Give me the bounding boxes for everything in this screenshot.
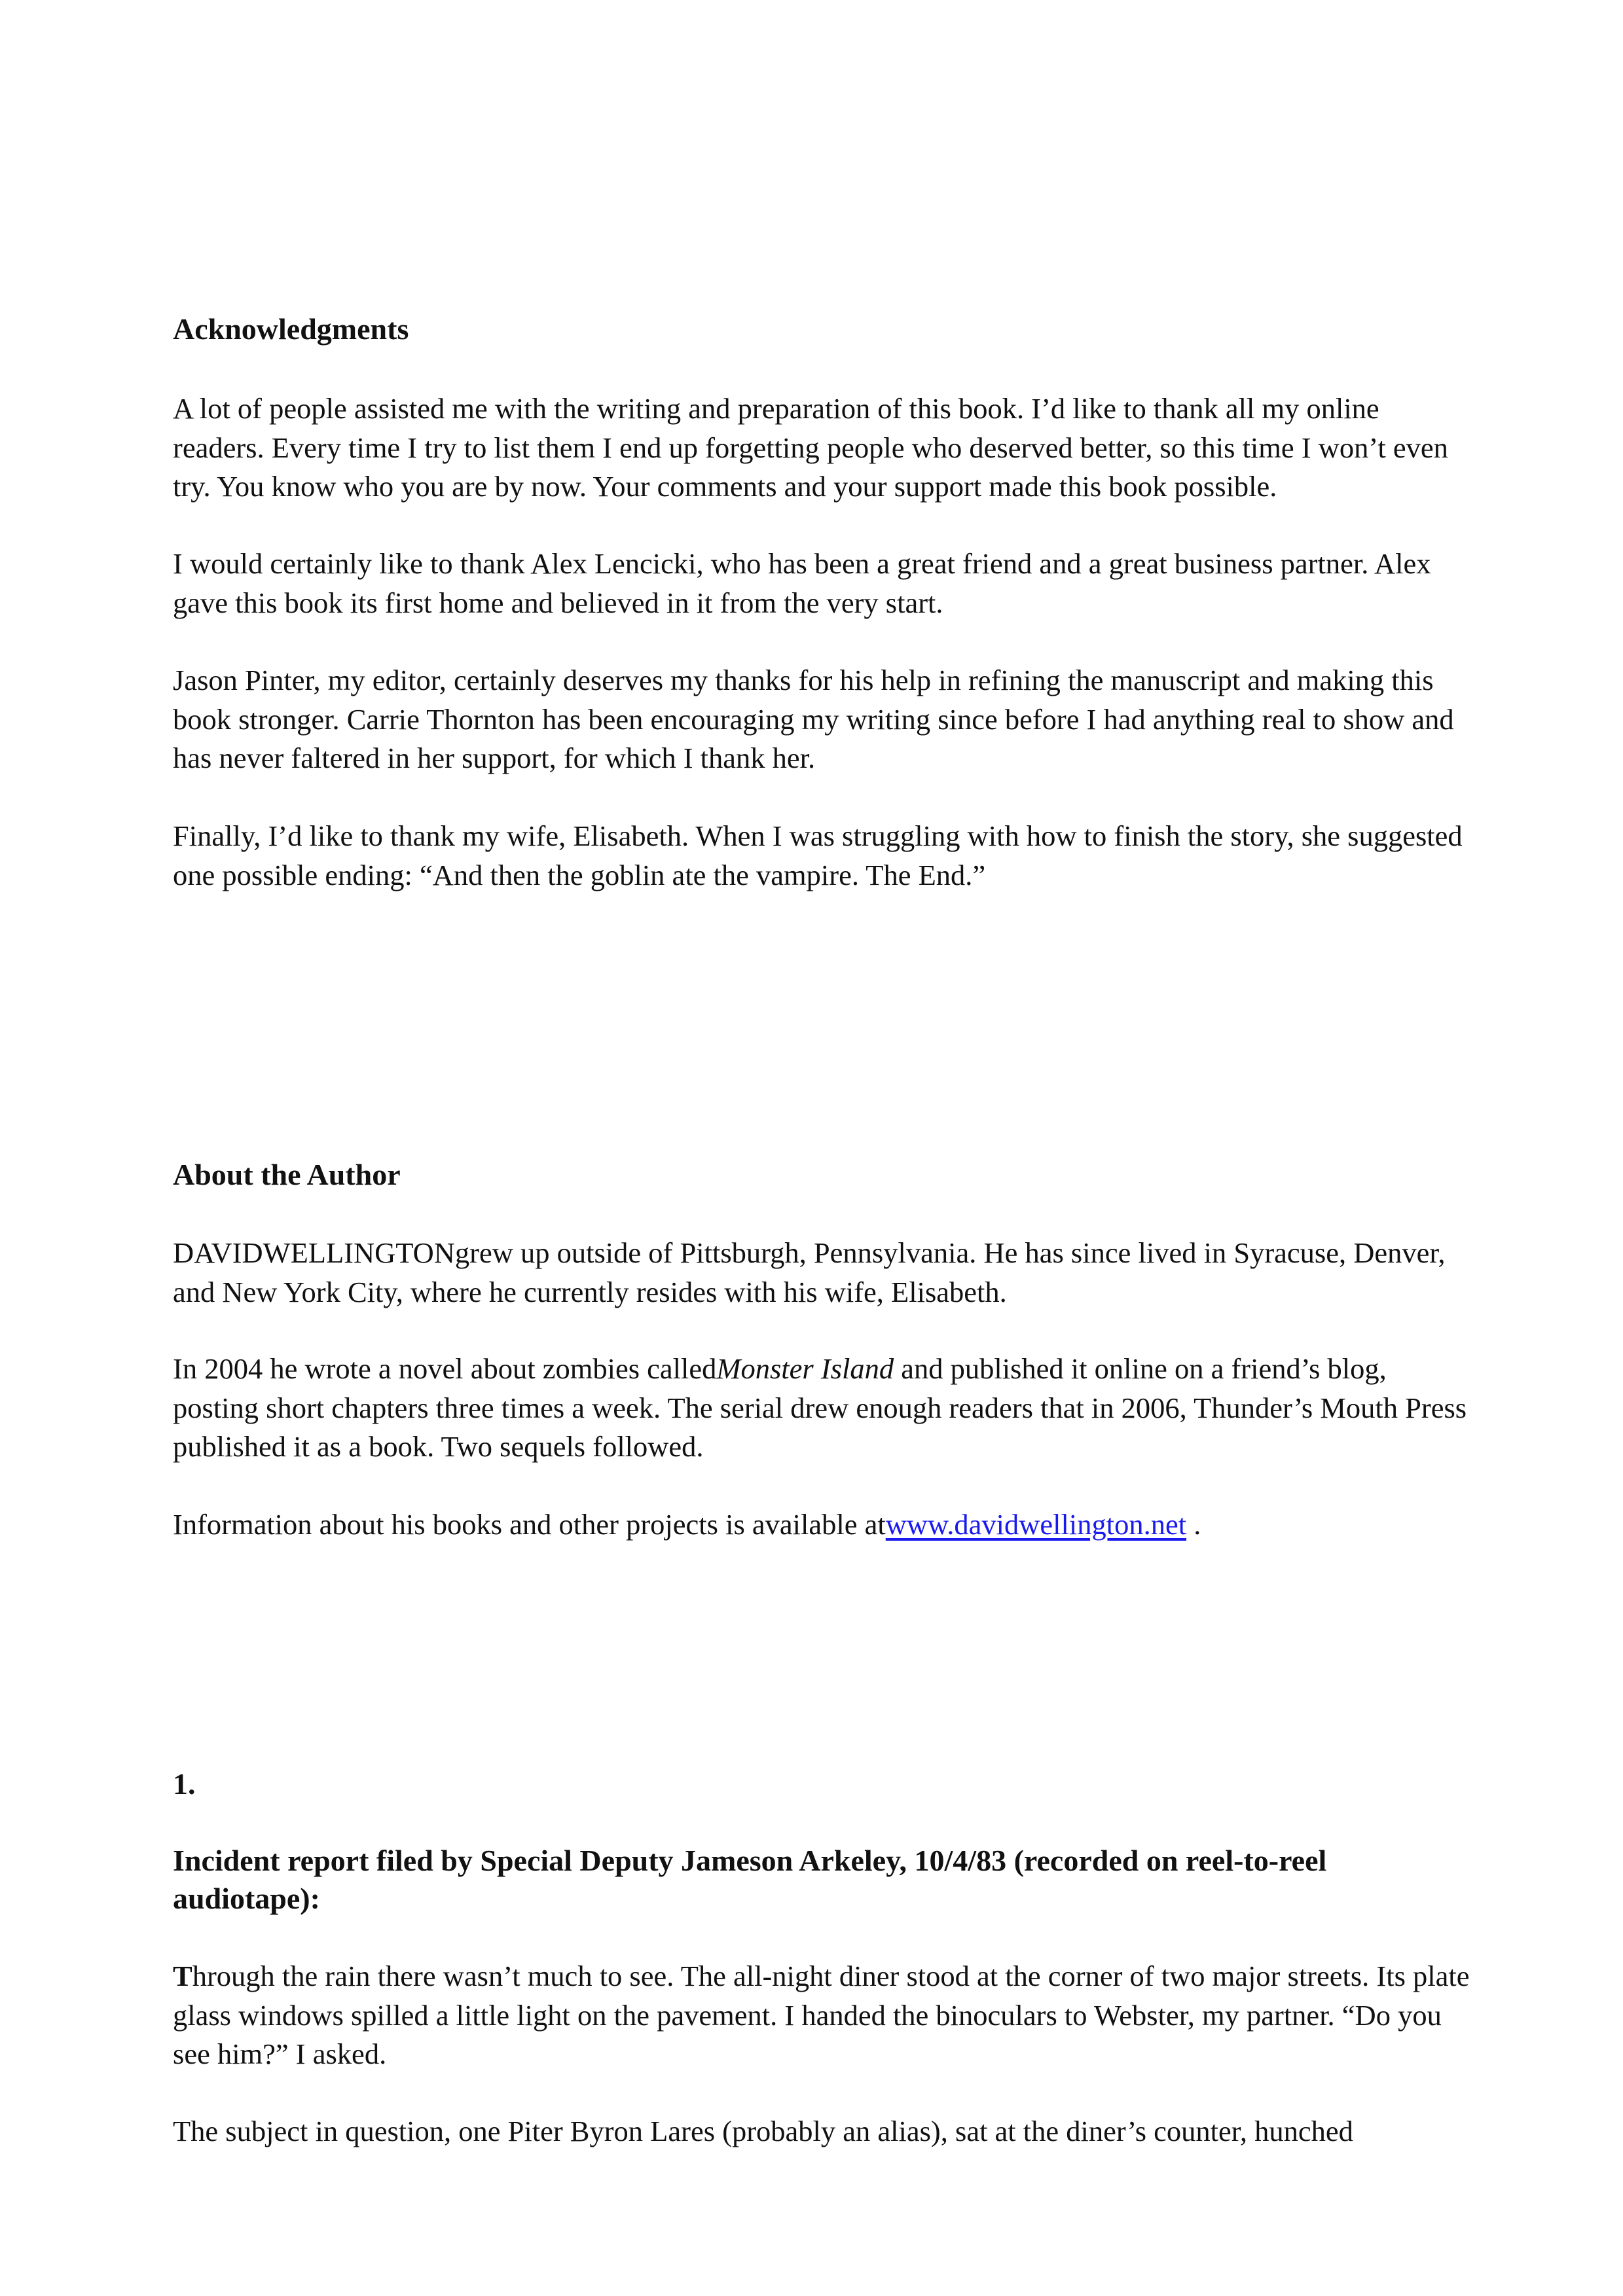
about-author-paragraph-3-period: . (1186, 1508, 1201, 1541)
about-author-paragraph-3-text: Information about his books and other projects is available at (173, 1508, 886, 1541)
about-author-paragraph-2-text-end: and published it online on a friend’s blog, posting short chapters three times a week. The serial drew enough readers that in 2006, Thunder’s Mouth Press published it as a book. Two sequels followed. (173, 1352, 1467, 1463)
chapter-paragraph-2: The subject in question, one Piter Byron Lares (probably an alias), sat at the diner’s counter, hunched (173, 2115, 1353, 2147)
author-website-link[interactable]: www.davidwellington.net (885, 1508, 1187, 1541)
acknowledgments-heading: Acknowledgments (173, 312, 409, 346)
chapter-paragraph-1 (166, 1957, 1476, 2074)
chapter-number: 1. (173, 1767, 196, 1801)
about-author-paragraph-2-text-start: In 2004 he wrote a novel about zombies called (173, 1352, 717, 1385)
chapter-subheading: Incident report filed by Special Deputy Jameson Arkeley, 10/4/83 (recorded on reel-to-reel audiotape): (173, 1844, 1327, 1915)
about-author-paragraph-1: DAVIDWELLINGTONgrew up outside of Pittsburgh, Pennsylvania. He has since lived in Syracuse, Denver, and New York City, where he currently resides with his wife, Elisabeth. (173, 1236, 1446, 1308)
about-author-paragraph-2 (166, 1350, 1476, 1467)
acknowledgments-paragraph-3: Jason Pinter, my editor, certainly deserves my thanks for his help in refining the manuscript and making this book stronger. Carrie Thornton has been encouraging my writing since before I had anything real to show and has never faltered in her support, for which I thank her. (173, 664, 1454, 774)
chapter-paragraph-1-text: hrough the rain there wasn’t much to see. The all-night diner stood at the corner of two major streets. Its plate glass windows spilled a little light on the pavement. I handed the binoculars to Webster, my partner. “Do you see him?” I asked. (173, 1960, 1470, 2070)
about-author-paragraph-3 (166, 1505, 1476, 1545)
acknowledgments-paragraph-1: A lot of people assisted me with the writing and preparation of this book. I’d like to thank all my online readers. Every time I try to list them I end up forgetting people who deserved better, so this time I won’t even try. You know who you are by now. Your comments and your support made this book possible. (173, 392, 1448, 503)
acknowledgments-paragraph-2: I would certainly like to thank Alex Lencicki, who has been a great friend and a great business partner. Alex gave this book its first home and believed in it from the very start. (173, 547, 1431, 619)
acknowledgments-paragraph-4: Finally, I’d like to thank my wife, Elisabeth. When I was struggling with how to finish the story, she suggested one possible ending: “And then the goblin ate the vampire. The End.” (173, 819, 1463, 891)
chapter-drop-cap: T (173, 1960, 192, 1992)
about-author-heading: About the Author (173, 1158, 401, 1191)
book-title-monster-island: Monster Island (716, 1352, 894, 1385)
